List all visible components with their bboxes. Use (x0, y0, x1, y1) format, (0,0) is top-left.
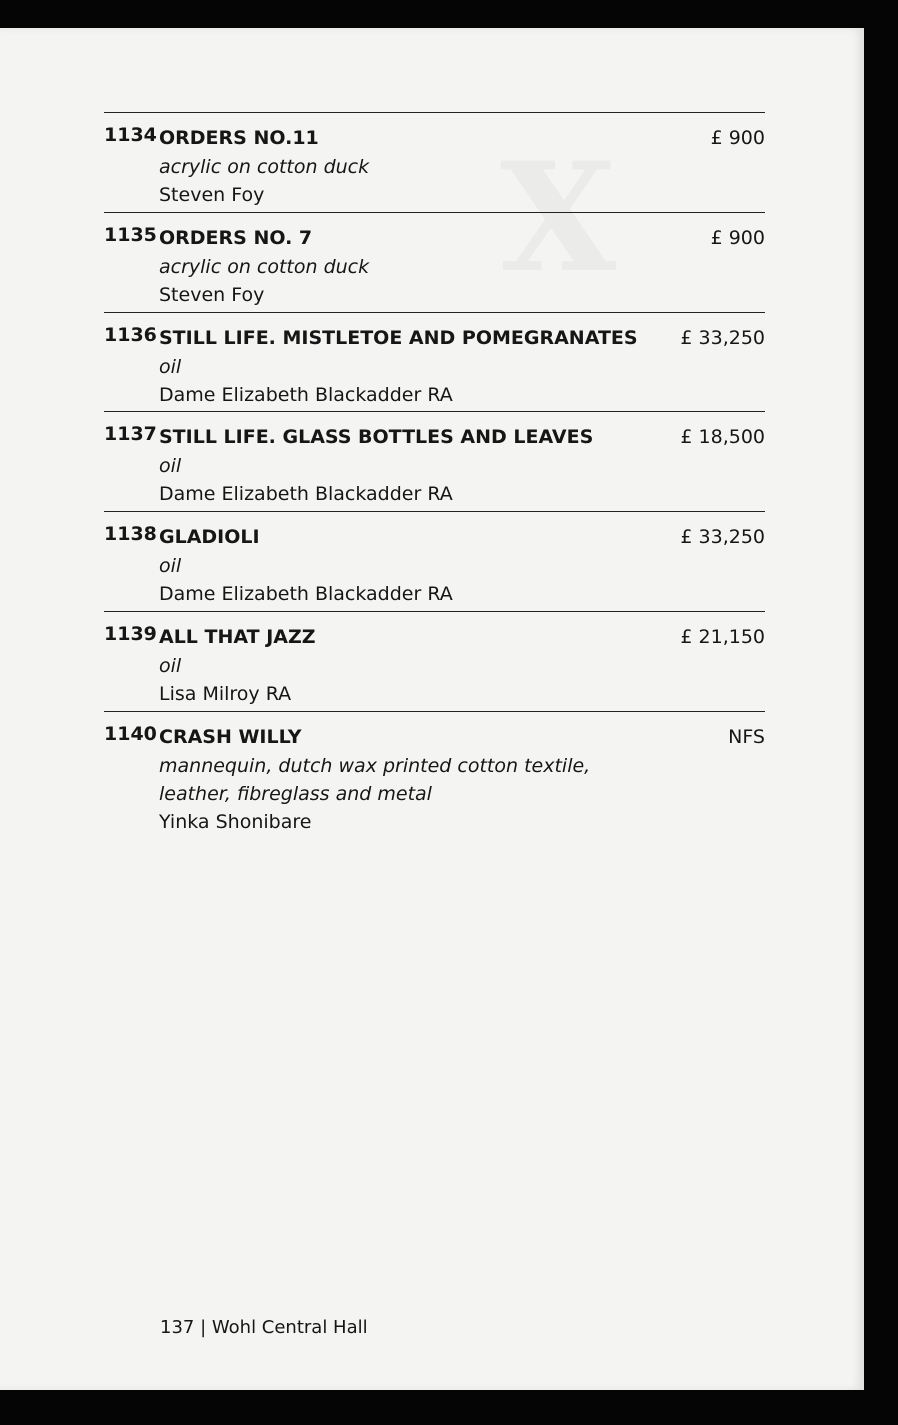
artist-name: Dame Elizabeth Blackadder RA (159, 384, 453, 406)
catalogue-entry (104, 312, 765, 413)
page-footer (160, 1317, 368, 1338)
catalogue-entry (104, 611, 765, 712)
artwork-title: ORDERS NO.11 (159, 127, 319, 149)
artist-name: Lisa Milroy RA (159, 683, 292, 705)
price: £ 33,250 (680, 526, 765, 548)
price: NFS (728, 726, 765, 748)
price: £ 33,250 (680, 327, 765, 349)
artwork-medium: acrylic on cotton duck (159, 256, 370, 278)
venue-name: Wohl Central Hall (211, 1317, 368, 1338)
footer-separator: | (200, 1317, 207, 1338)
artwork-medium: acrylic on cotton duck (159, 156, 370, 178)
lot-number: 1138 (104, 523, 157, 545)
artwork-medium-line-1: mannequin, dutch wax printed cotton textile, (159, 755, 591, 777)
catalogue-entry (104, 711, 765, 842)
artwork-title: ORDERS NO. 7 (159, 227, 313, 249)
price: £ 21,150 (680, 626, 765, 648)
catalogue-entry (104, 112, 765, 213)
entry-body (159, 422, 679, 508)
artwork-title: CRASH WILLY (159, 726, 302, 748)
price: £ 18,500 (680, 426, 765, 448)
catalogue-entry (104, 212, 765, 313)
catalogue-entry (104, 411, 765, 512)
artist-name: Yinka Shonibare (159, 811, 312, 833)
page-number: 137 (160, 1317, 195, 1338)
artwork-medium: oil (159, 455, 182, 477)
artwork-medium: oil (159, 655, 182, 677)
artist-name: Steven Foy (159, 184, 265, 206)
artwork-medium: oil (159, 356, 182, 378)
artist-name: Steven Foy (159, 284, 265, 306)
catalogue-entry (104, 511, 765, 612)
entry-body (159, 622, 679, 708)
artwork-title: STILL LIFE. MISTLETOE AND POMEGRANATES (159, 327, 638, 349)
lot-number: 1139 (104, 623, 157, 645)
lot-number: 1137 (104, 423, 157, 445)
artist-name: Dame Elizabeth Blackadder RA (159, 483, 453, 505)
entry-body (159, 223, 679, 309)
price: £ 900 (710, 227, 765, 249)
lot-number: 1140 (104, 723, 157, 745)
artwork-medium: oil (159, 555, 182, 577)
artwork-title: STILL LIFE. GLASS BOTTLES AND LEAVES (159, 426, 594, 448)
price: £ 900 (710, 127, 765, 149)
lot-number: 1134 (104, 124, 157, 146)
lot-number: 1135 (104, 224, 157, 246)
artwork-medium-line-2: leather, fibreglass and metal (159, 783, 432, 805)
artist-name: Dame Elizabeth Blackadder RA (159, 583, 453, 605)
entry-body (159, 722, 679, 836)
artwork-title: GLADIOLI (159, 526, 260, 548)
entry-body (159, 123, 679, 209)
entry-body (159, 323, 679, 409)
lot-number: 1136 (104, 324, 157, 346)
entry-body (159, 522, 679, 608)
artwork-title: ALL THAT JAZZ (159, 626, 316, 648)
